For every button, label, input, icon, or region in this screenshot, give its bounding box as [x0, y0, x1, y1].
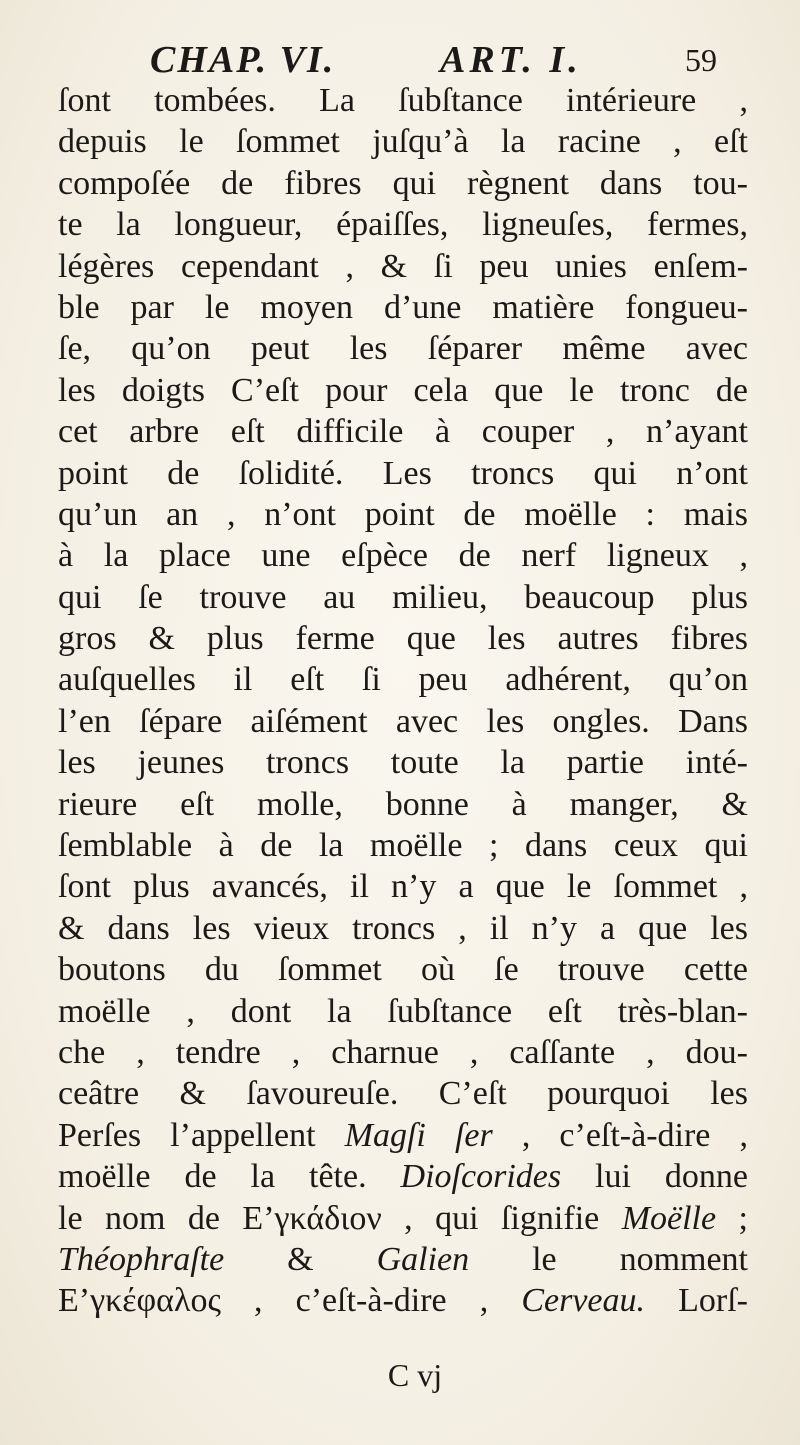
text-line: ſont plus avancés, il n’y a que le ſommet , [58, 868, 748, 906]
text-line: moëlle , dont la ſubſtance eſt très-blan- [58, 992, 748, 1030]
text-line: che , tendre , charnue , caſſante , dou- [58, 1033, 748, 1071]
text-line: point de ſolidité. Les troncs qui n’ont [58, 454, 748, 492]
text-line: à la place une eſpèce de nerf ligneux , [58, 537, 748, 575]
text-line: & dans les vieux troncs , il n’y a que les [58, 909, 748, 947]
running-head [150, 36, 717, 84]
text-line: cet arbre eſt difficile à couper , n’ayant [58, 413, 748, 451]
text-line: ſemblable à de la moëlle ; dans ceux qui [58, 827, 748, 865]
italic-term: Dioſcorides [400, 1158, 562, 1196]
italic-term: Galien [376, 1240, 470, 1278]
text-line: qui ſe trouve au milieu, beaucoup plus [58, 578, 748, 616]
text-line: gros & plus ferme que les autres fibres [58, 620, 748, 658]
article-heading: ART. I. [440, 39, 582, 81]
text-line: ſont tombées. La ſubſtance intérieure , [58, 82, 748, 119]
text-line-italic-magsi: Perſes l’appellent Magſi ſer , c’eſt-à-dire , [58, 1116, 748, 1154]
text-line: auſquelles il eſt ſi peu adhérent, qu’on [58, 661, 748, 699]
text-line: l’en ſépare aiſément avec les ongles. Dans [58, 702, 748, 740]
text-line: depuis le ſommet juſqu’à la racine , eſt [58, 123, 748, 161]
italic-term: Cerveau. [521, 1282, 646, 1320]
chapter-heading: CHAP. VI. [150, 39, 336, 81]
text-line-italic-dioscorides: moëlle de la tête. Dioſcorides lui donne [58, 1158, 748, 1196]
text-line-italic-moelle: le nom de Ε’γκάδιον , qui ſignifie Moëlle ; [58, 1199, 748, 1237]
text-line: ble par le moyen d’une matière fongueu- [58, 288, 748, 326]
page-number: 59 [685, 42, 717, 78]
text-line-italic-theophraste: Théophraſte & Galien le nomment [58, 1240, 748, 1278]
text-line: rieure eſt molle, bonne à manger, & [58, 785, 748, 823]
italic-term: Magſi ſer [344, 1116, 493, 1154]
text-line: ceâtre & ſavoureuſe. C’eſt pourquoi les [58, 1075, 748, 1113]
text-line: les doigts C’eſt pour cela que le tronc de [58, 371, 748, 409]
text-line: qu’un an , n’ont point de moëlle : mais [58, 495, 748, 533]
italic-term: Théophraſte [58, 1240, 225, 1278]
text-line: légères cependant , & ſi peu unies enſem- [58, 247, 748, 285]
italic-term: Moëlle [621, 1199, 717, 1237]
text-line: boutons du ſommet où ſe trouve cette [58, 951, 748, 989]
text-line: ſe, qu’on peut les ſéparer même avec [58, 330, 748, 368]
signature-mark: C vj [387, 1357, 443, 1393]
text-line: compoſée de fibres qui règnent dans tou- [58, 164, 748, 202]
text-line: les jeunes troncs toute la partie inté- [58, 744, 748, 782]
text-line-italic-cerveau: Ε’γκέφαλος , c’eſt-à-dire , Cerveau. Lorſ- [58, 1282, 748, 1320]
body-text [58, 80, 748, 1322]
text-line: te la longueur, épaiſſes, ligneuſes, fermes, [58, 206, 748, 244]
